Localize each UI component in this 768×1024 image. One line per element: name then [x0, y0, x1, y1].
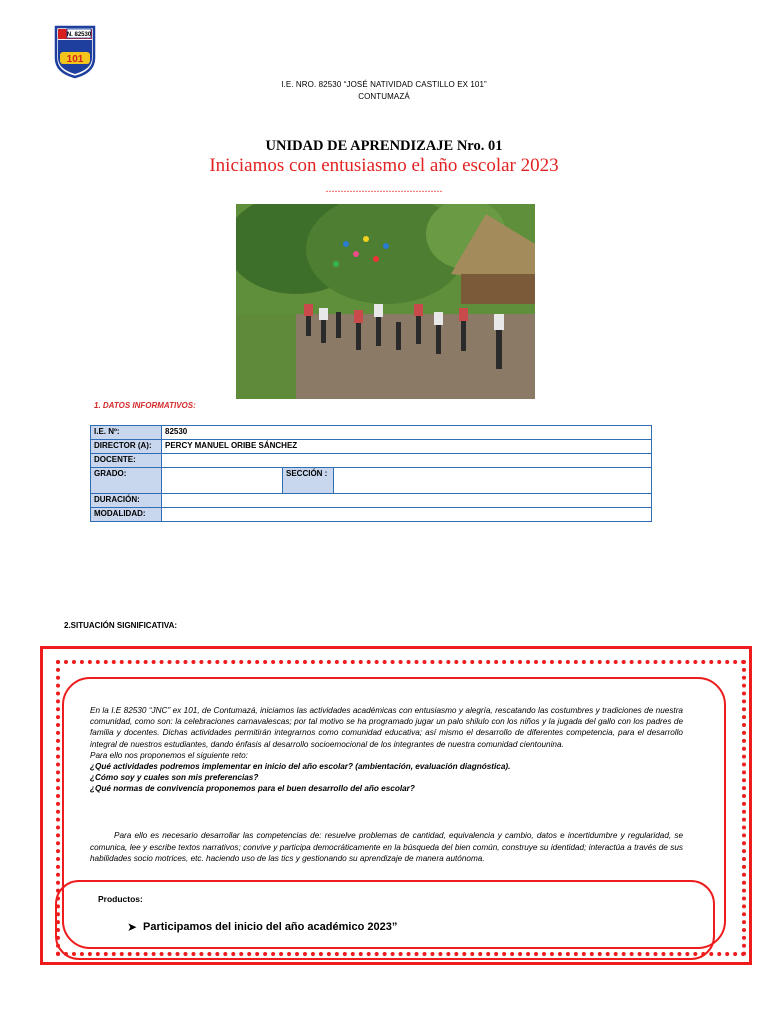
unit-title: UNIDAD DE APRENDIZAJE Nro. 01	[265, 138, 503, 154]
table-row	[91, 494, 652, 508]
challenge-question-2: ¿Cómo soy y cuales son mis preferencias?	[90, 773, 259, 783]
director-value: PERCY MANUEL ORIBE SÁNCHEZ	[162, 440, 652, 454]
docente-label: DOCENTE:	[91, 454, 162, 468]
situation-paragraph: En la I.E 82530 “JNC” ex 101, de Contumazá, iniciamos las actividades académicas con entusiasmo y alegría, rescatando las costumbres y tradiciones de nuestra comunidad, como son: la celebraciones carnavalescas; por tal motivo se ha programado jugar un palo shilulo con los niños y la jugada del gallo con los padres de familia y docentes. Dichas actividades permitirán integrarnos como comunidad educativa; así mismo el desarrollo de diferentes competencia, para el desarrollo integral de nuestros estudiantes, dando énfasis al desarrollo socioemocional de los integrantes de nuestra comunidad cientounina.	[90, 706, 683, 749]
table-row	[91, 468, 652, 494]
section-heading-situacion: 2.SITUACIÓN SIGNIFICATIVA:	[64, 621, 178, 630]
modalidad-value	[162, 508, 652, 522]
duracion-value	[162, 494, 652, 508]
challenge-question-1: ¿Qué actividades podremos implementar en inicio del año escolar? (ambientación, evaluación diagnóstica).	[90, 762, 511, 772]
festival-photo	[236, 204, 535, 399]
seccion-label: SECCIÓN :	[283, 468, 334, 494]
challenge-intro: Para ello nos proponemos el siguiente reto:	[90, 750, 248, 760]
modalidad-label: MODALIDAD:	[91, 508, 162, 522]
grado-value	[162, 468, 283, 494]
situation-text	[90, 705, 683, 795]
duracion-label: DURACIÓN:	[91, 494, 162, 508]
table-row	[91, 508, 652, 522]
section-heading-datos: 1. DATOS INFORMATIVOS:	[94, 401, 196, 410]
products-red-frame	[55, 880, 715, 960]
logo-number: 101	[66, 54, 84, 65]
seccion-value	[334, 468, 652, 494]
arrow-bullet-icon: ➤	[127, 920, 138, 934]
school-logo	[50, 24, 100, 79]
director-label: DIRECTOR (A):	[91, 440, 162, 454]
ie-label: I.E. Nº:	[91, 426, 162, 440]
competencies-text: Para ello es necesario desarrollar las competencias de: resuelve problemas de cantidad, equivalencia y cambio, datos e incertidumbre y regularidad, se comunica, lee y escribe textos narrativos; convive y participa democráticamente en la búsqueda del bien común, construye su identidad; interactúa a través de sus habilidades socio motrices, etc. haciendo uso de las tics y gestionando su aprendizaje de manera autónoma.	[90, 831, 683, 864]
unit-subtitle: Iniciamos con entusiasmo el año escolar 2023	[209, 155, 559, 176]
grado-label: GRADO:	[91, 468, 162, 494]
table-row	[91, 454, 652, 468]
table-row	[91, 440, 652, 454]
table-row	[91, 426, 652, 440]
products-label: Productos:	[98, 894, 143, 904]
school-name: I.E. NRO. 82530 “JOSÉ NATIVIDAD CASTILLO EX 101”	[281, 80, 487, 89]
docente-value	[162, 454, 652, 468]
title-dotted-line: .......................................	[325, 181, 443, 195]
ie-value: 82530	[162, 426, 652, 440]
school-city: CONTUMAZÁ	[358, 92, 410, 101]
products-item: Participamos del inicio del año académico 2023”	[143, 921, 398, 933]
challenge-question-3: ¿Qué normas de convivencia proponemos para el buen desarrollo del año escolar?	[90, 784, 415, 794]
info-table	[90, 425, 652, 522]
logo-label: N. 82530	[66, 32, 92, 38]
